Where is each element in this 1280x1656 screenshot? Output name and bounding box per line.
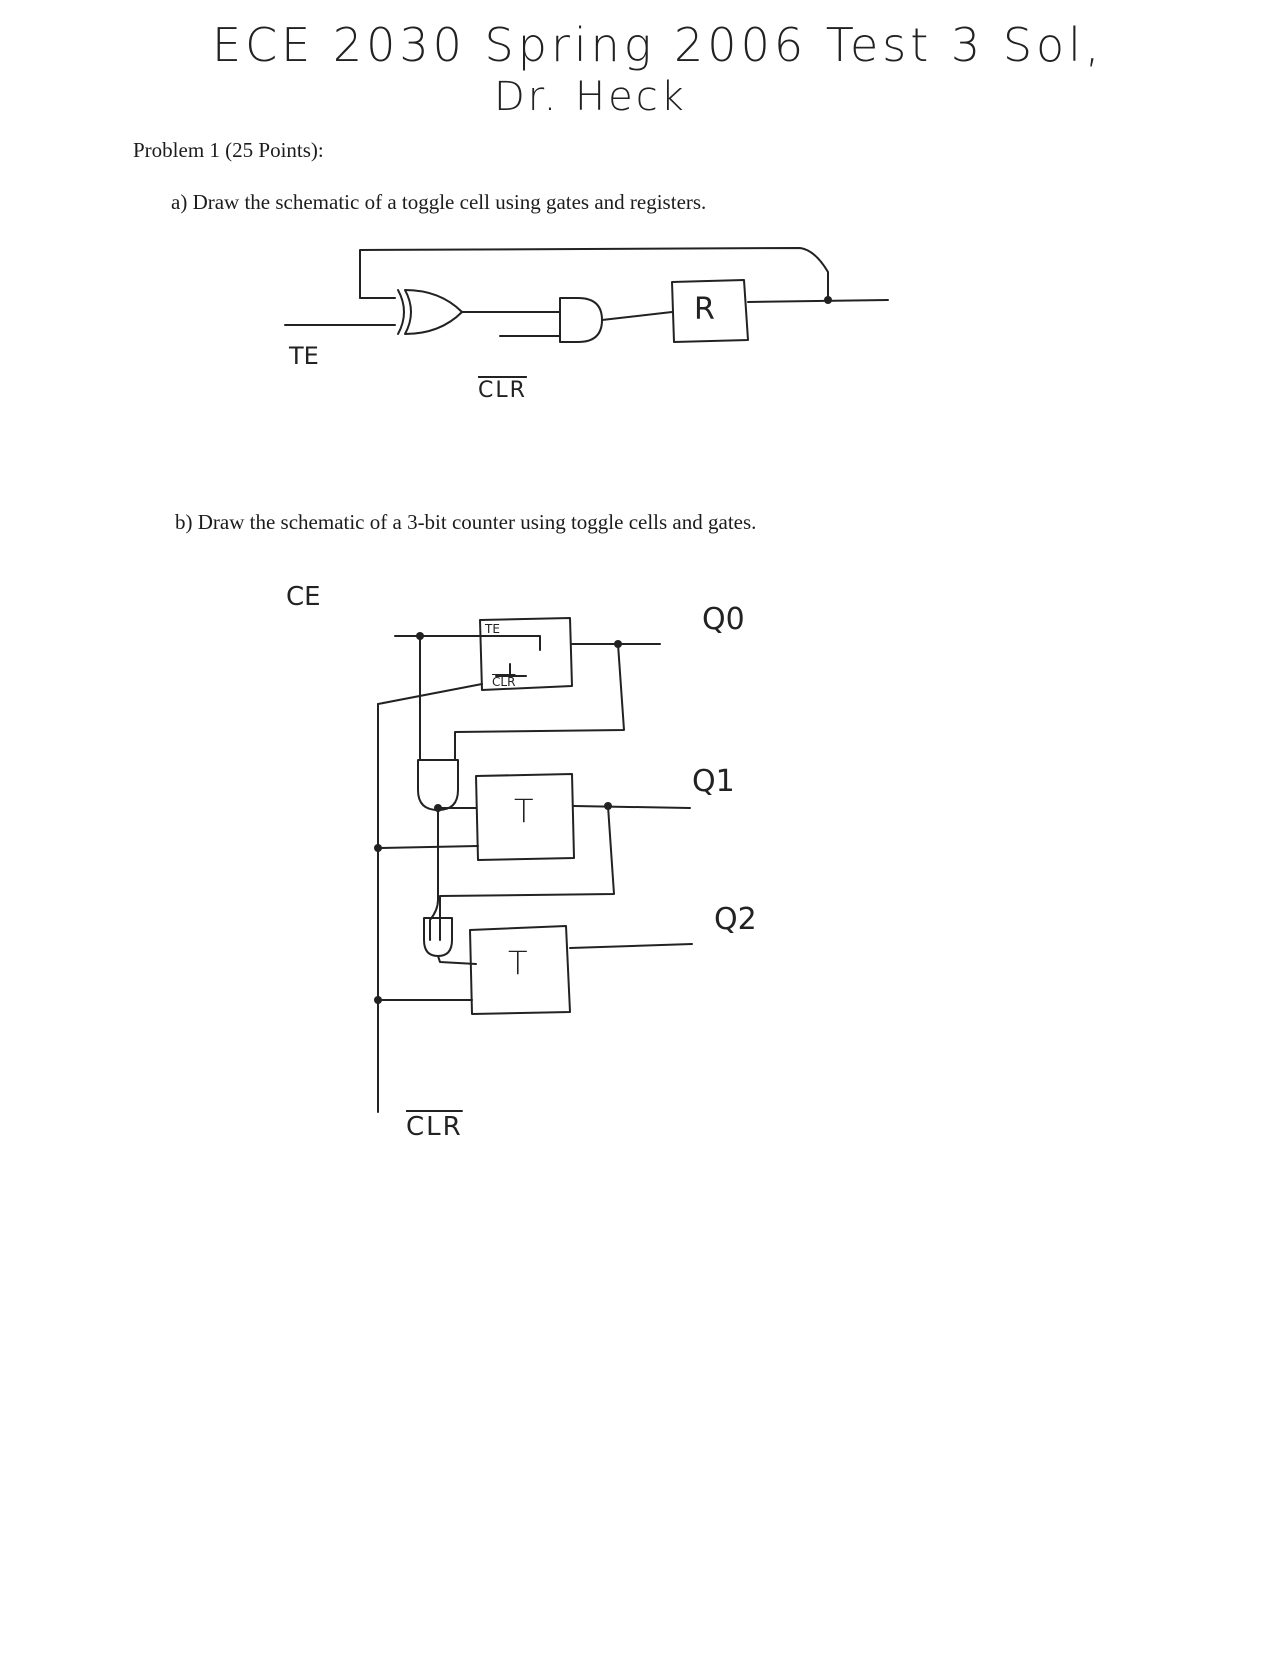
cell0-te-label: TE [485, 622, 500, 636]
q0-label: Q0 [702, 602, 745, 637]
q1-junction-dot [604, 802, 612, 810]
and1-junction-dot [434, 804, 442, 812]
clr-label-a: $\overline{CLR}$ [478, 378, 527, 403]
q2-label: Q2 [714, 902, 757, 937]
te-label: TE [289, 342, 319, 370]
clr-to-cell0-wire [378, 684, 482, 704]
q0-to-and-wire [455, 644, 624, 760]
q1-label: Q1 [692, 764, 735, 799]
problem-title: Problem 1 (25 Points): [133, 138, 324, 162]
and1-output-wire [430, 810, 438, 940]
clr-to-cell1-wire [378, 846, 478, 848]
q0-junction-dot [614, 640, 622, 648]
and2-to-cell2-wire [438, 956, 476, 964]
cell2-label: T [508, 944, 528, 982]
q1-output-wire [574, 806, 690, 808]
ce-junction-dot [416, 632, 424, 640]
and-gate-2 [424, 918, 452, 956]
clr-label-b: $\overline{CLR}$ [406, 1112, 463, 1142]
header-title: ECE 2030 Spring 2006 Test 3 Sol, [212, 18, 1104, 72]
q2-output-wire [570, 944, 692, 948]
cell0-te-internal [486, 636, 540, 650]
ce-label: CE [286, 582, 321, 612]
clr-junction-dot-2 [374, 996, 382, 1004]
cell1-label: T [514, 792, 534, 830]
register-output-wire [748, 300, 888, 302]
and-gate [560, 298, 602, 342]
part-a-prompt: a) Draw the schematic of a toggle cell using gates and registers. [171, 190, 707, 214]
xor-gate-back-curve [398, 290, 404, 334]
part-b-prompt: b) Draw the schematic of a 3-bit counter using toggle cells and gates. [175, 510, 757, 534]
header-author: Dr. Heck [494, 74, 687, 120]
xor-gate [405, 290, 462, 334]
and-to-register-wire [602, 312, 672, 320]
register-label: R [694, 292, 715, 327]
clr-junction-dot-1 [374, 844, 382, 852]
output-junction-dot [824, 296, 832, 304]
cell0-clr-label: $\overline{CLR}$ [492, 675, 516, 689]
and-gate-1 [418, 760, 458, 810]
feedback-wire [360, 248, 828, 300]
